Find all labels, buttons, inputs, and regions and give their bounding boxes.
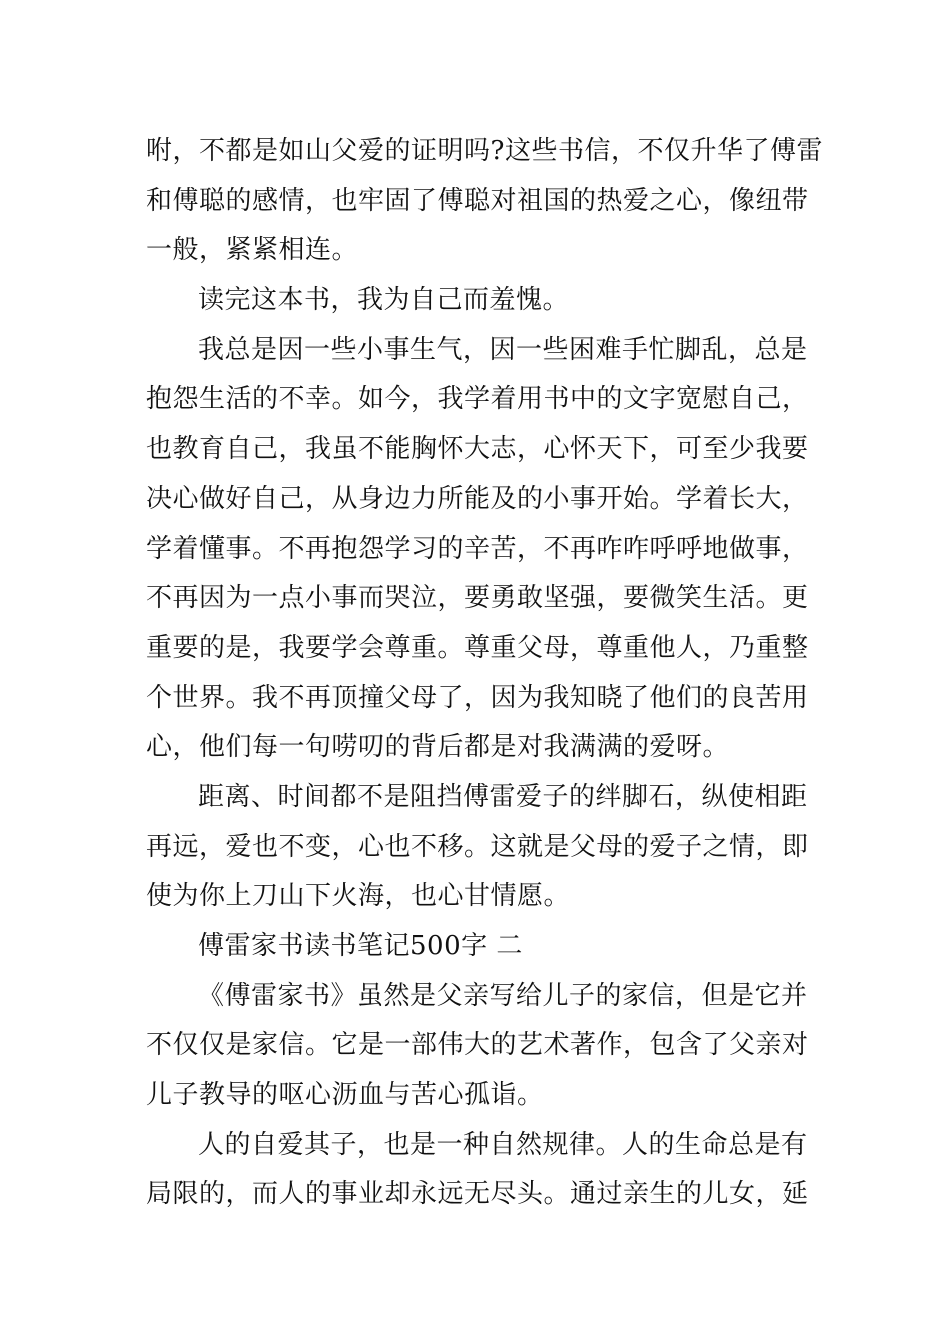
- text-line: 儿子教导的呕心沥血与苦心孤诣。: [146, 1080, 544, 1111]
- text-line: 个世界。我不再顶撞父母了，因为我知晓了他们的良苦用: [146, 682, 809, 713]
- text-line: 一般，紧紧相连。: [146, 235, 359, 266]
- text-line: 傅雷家书读书笔记500字 二: [198, 931, 523, 961]
- text-line: 不再因为一点小事而哭泣，要勇敢坚强，要微笑生活。更: [146, 583, 809, 614]
- text-line: 学着懂事。不再抱怨学习的辛苦，不再咋咋呼呼地做事，: [146, 533, 809, 564]
- text-line: 局限的，而人的事业却永远无尽头。通过亲生的儿女，延: [146, 1179, 809, 1210]
- text-line: 使为你上刀山下火海，也心甘情愿。: [146, 881, 571, 912]
- text-line: 和傅聪的感情，也牢固了傅聪对祖国的热爱之心，像纽带: [146, 185, 809, 216]
- text-line: 抱怨生活的不幸。如今，我学着用书中的文字宽慰自己，: [146, 384, 809, 415]
- text-line: 读完这本书，我为自己而羞愧。: [198, 285, 570, 316]
- text-line: 距离、时间都不是阻挡傅雷爱子的绊脚石，纵使相距: [198, 781, 808, 812]
- text-line: 不仅仅是家信。它是一部伟大的艺术著作，包含了父亲对: [146, 1030, 809, 1061]
- text-line: 《傅雷家书》虽然是父亲写给儿子的家信，但是它并: [198, 980, 808, 1011]
- document-body: [146, 127, 823, 1220]
- text-line: 重要的是，我要学会尊重。尊重父母，尊重他人，乃重整: [146, 632, 809, 663]
- text-line: 咐，不都是如山父爱的证明吗?这些书信，不仅升华了傅雷: [146, 136, 823, 166]
- text-line: 我总是因一些小事生气，因一些困难手忙脚乱，总是: [198, 334, 808, 365]
- text-line: 决心做好自己，从身边力所能及的小事开始。学着长大，: [146, 483, 809, 514]
- text-line: 再远，爱也不变，心也不移。这就是父母的爱子之情，即: [146, 831, 809, 862]
- text-line: 心，他们每一句唠叨的背后都是对我满满的爱呀。: [146, 732, 730, 763]
- text-line: 人的自爱其子，也是一种自然规律。人的生命总是有: [198, 1129, 808, 1160]
- text-line: 也教育自己，我虽不能胸怀大志，心怀天下，可至少我要: [146, 434, 809, 465]
